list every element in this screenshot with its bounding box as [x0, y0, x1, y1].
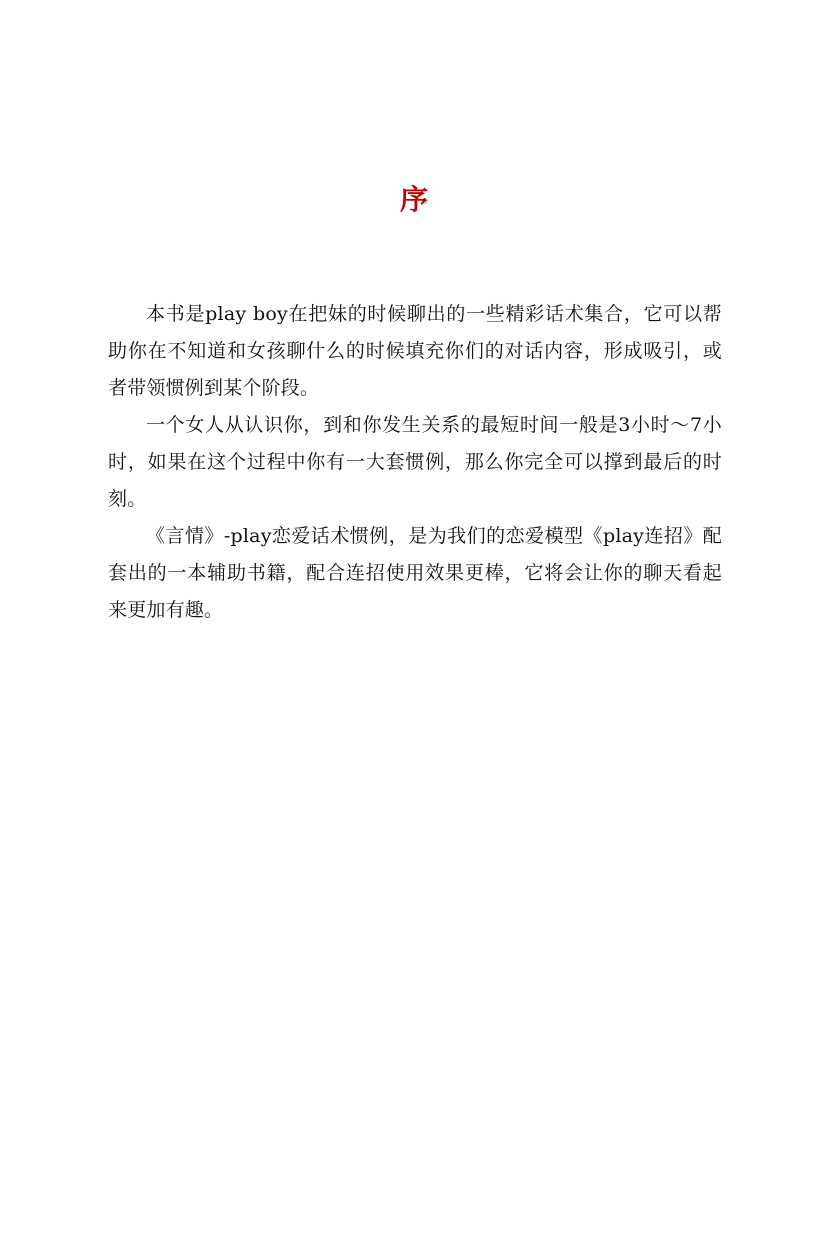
body-text [108, 296, 722, 629]
paragraph-intro: 本书是play boy在把妹的时候聊出的一些精彩话术集合，它可以帮助你在不知道和女孩聊什么的时候填充你们的对话内容，形成吸引，或者带领惯例到某个阶段。 [108, 303, 722, 399]
paragraph-timeframe: 一个女人从认识你，到和你发生关系的最短时间一般是3小时～7小时，如果在这个过程中你有一大套惯例，那么你完全可以撑到最后的时刻。 [108, 414, 722, 510]
page-title: 序 [399, 183, 428, 216]
paragraph-companion-book: 《言情》-play恋爱话术惯例，是为我们的恋爱模型《play连招》配套出的一本辅助书籍，配合连招使用效果更棒，它将会让你的聊天看起来更加有趣。 [108, 525, 722, 621]
